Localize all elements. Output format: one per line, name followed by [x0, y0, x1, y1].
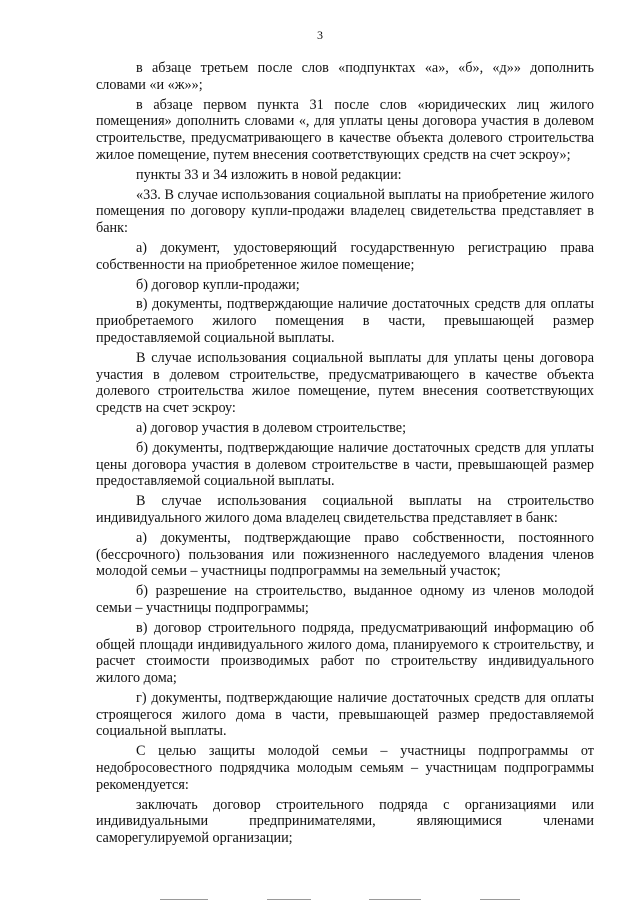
paragraph: пункты 33 и 34 изложить в новой редакции: — [136, 166, 402, 183]
paragraph: в) документы, подтверждающие наличие достаточных средств для оплаты приобретаемого жилого помещения в части, превышающей размер предоставляемой социальной выплаты. — [96, 296, 594, 346]
footer-mark — [267, 899, 311, 900]
paragraph: «33. В случае использования социальной выплаты на приобретение жилого помещения по договору купли-продажи владелец свидетельства представляет в банк: — [96, 186, 594, 237]
paragraph: а) договор участия в долевом строительстве; — [136, 419, 407, 436]
paragraph: б) договор купли-продажи; — [136, 276, 300, 293]
paragraph: заключать договор строительного подряда с организациями или индивидуальными предпринимателями, являющимися членами саморегулируемой организации; — [96, 796, 594, 847]
paragraph: а) документы, подтверждающие право собственности, постоянного (бессрочного) пользования или пожизненного наследуемого владения членов молодой семьи – участницы подпрограммы на земельный участок; — [96, 529, 594, 580]
paragraph: б) разрешение на строительство, выданное одному из членов молодой семьи – участницы подпрограммы; — [96, 583, 594, 616]
footer-mark — [369, 899, 421, 900]
paragraph: В случае использования социальной выплаты для уплаты цены договора участия в долевом строительстве, предусматривающего в качестве объекта долевого строительства жилое помещение, путем внесения соответствующих средств на счет эскроу: — [96, 349, 594, 417]
paragraph: а) документ, удостоверяющий государственную регистрацию права собственности на приобретенное жилое помещение; — [96, 239, 594, 273]
paragraph: б) документы, подтверждающие наличие достаточных средств для уплаты цены договора участия в долевом строительстве в части, превышающей размер предоставляемой социальной выплаты. — [96, 439, 594, 490]
page-number: 3 — [317, 28, 323, 42]
paragraph: в) договор строительного подряда, предусматривающий информацию об общей площади индивидуального жилого дома, планируемого к строительству, и расчет стоимости производимых работ по строительству индивидуального жилого дома; — [96, 619, 594, 687]
paragraph: г) документы, подтверждающие наличие достаточных средств для оплаты строящегося жилого дома в части, превышающей размер предоставляемой социальной выплаты. — [96, 689, 594, 740]
paragraph: в абзаце третьем после слов «подпунктах «а», «б», «д»» дополнить словами «и «ж»»; — [96, 60, 594, 93]
paragraph: С целью защиты молодой семьи – участницы подпрограммы от недобросовестного подрядчика молодым семьям – участницам подпрограммы рекомендуется: — [96, 743, 594, 793]
document-body — [96, 60, 594, 850]
paragraph: в абзаце первом пункта 31 после слов «юридических лиц жилого помещения» дополнить словами «, для уплаты цены договора участия в долевом строительстве, предусматривающего в качестве объекта долевого строительства жилое помещение, путем внесения соответствующих средств на счет эскроу»; — [96, 96, 594, 163]
footer-mark — [160, 899, 208, 900]
footer-mark — [480, 899, 520, 900]
scan-footer-marks — [160, 899, 520, 902]
paragraph: В случае использования социальной выплаты на строительство индивидуального жилого дома владелец свидетельства представляет в банк: — [96, 493, 594, 526]
